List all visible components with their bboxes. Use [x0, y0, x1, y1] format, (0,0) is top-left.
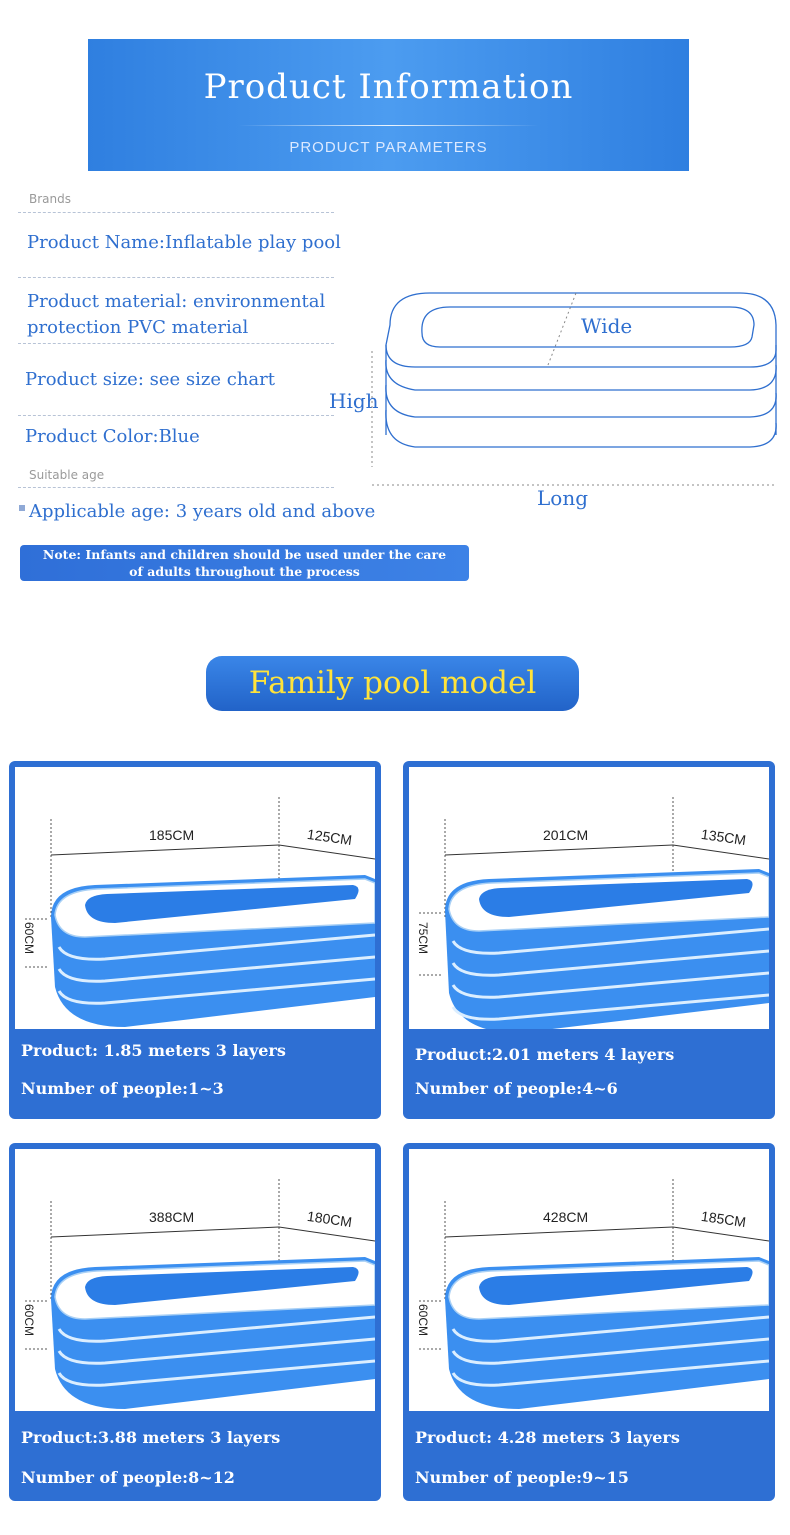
length-label: 201CM: [543, 827, 589, 843]
card-product: Product: 1.85 meters 3 layers: [21, 1041, 286, 1060]
height-label: 60CM: [22, 921, 37, 955]
product-size: Product size: see size chart: [25, 369, 275, 390]
note-line1: Note: Infants and children should be used under the care: [42, 547, 447, 562]
width-label: 185CM: [700, 1207, 748, 1231]
divider: [18, 487, 334, 488]
applicable-age: Applicable age: 3 years old and above: [29, 501, 376, 522]
bullet-icon: [19, 505, 25, 511]
divider: [18, 212, 334, 213]
header-banner: [88, 39, 689, 171]
note-line2: of adults throughout the process: [129, 564, 360, 579]
product-color: Product Color:Blue: [25, 426, 200, 447]
width-label: 180CM: [306, 1207, 354, 1231]
card-product: Product:3.88 meters 3 layers: [21, 1428, 281, 1447]
suitable-age-label: Suitable age: [29, 468, 105, 482]
product-material-line2: protection PVC material: [27, 317, 249, 338]
pool-card: [403, 1143, 775, 1501]
pool-image: [15, 1149, 375, 1411]
card-product: Product: 4.28 meters 3 layers: [415, 1428, 680, 1447]
long-label: Long: [537, 486, 589, 510]
card-people: Number of people:4~6: [415, 1079, 618, 1098]
height-label: 60CM: [416, 1303, 431, 1337]
pool-card: [9, 761, 381, 1119]
product-material-line1: Product material: environmental: [27, 291, 326, 312]
length-label: 185CM: [149, 827, 195, 843]
banner-subtitle: PRODUCT PARAMETERS: [289, 139, 488, 156]
pool-dimension-diagram: [320, 285, 790, 515]
pool-illustration: [409, 767, 769, 1029]
card-people: Number of people:1~3: [21, 1079, 224, 1098]
divider: [18, 343, 334, 344]
length-label: 388CM: [149, 1209, 195, 1225]
care-note: [20, 545, 469, 581]
pool-image: [15, 767, 375, 1029]
pool-illustration: [15, 767, 375, 1029]
pool-illustration: [15, 1149, 375, 1411]
high-label: High: [329, 389, 379, 413]
pool-card: [403, 761, 775, 1119]
banner-divider: [238, 125, 539, 126]
pool-illustration: [409, 1149, 769, 1411]
brands-label: Brands: [29, 192, 71, 206]
pool-image: [409, 1149, 769, 1411]
wide-label: Wide: [581, 314, 633, 338]
divider: [18, 415, 334, 416]
product-name: Product Name:Inflatable play pool: [27, 232, 341, 253]
pool-outline-drawing: [320, 285, 790, 515]
pool-card: [9, 1143, 381, 1501]
width-label: 125CM: [306, 825, 354, 849]
card-people: Number of people:8~12: [21, 1468, 235, 1487]
height-label: 75CM: [416, 921, 431, 955]
height-label: 60CM: [22, 1303, 37, 1337]
banner-title: Product Information: [203, 67, 574, 107]
width-label: 135CM: [700, 825, 748, 849]
pool-image: [409, 767, 769, 1029]
length-label: 428CM: [543, 1209, 589, 1225]
card-people: Number of people:9~15: [415, 1468, 629, 1487]
divider: [18, 277, 334, 278]
family-pool-model-title: Family pool model: [206, 656, 579, 711]
card-product: Product:2.01 meters 4 layers: [415, 1045, 675, 1064]
